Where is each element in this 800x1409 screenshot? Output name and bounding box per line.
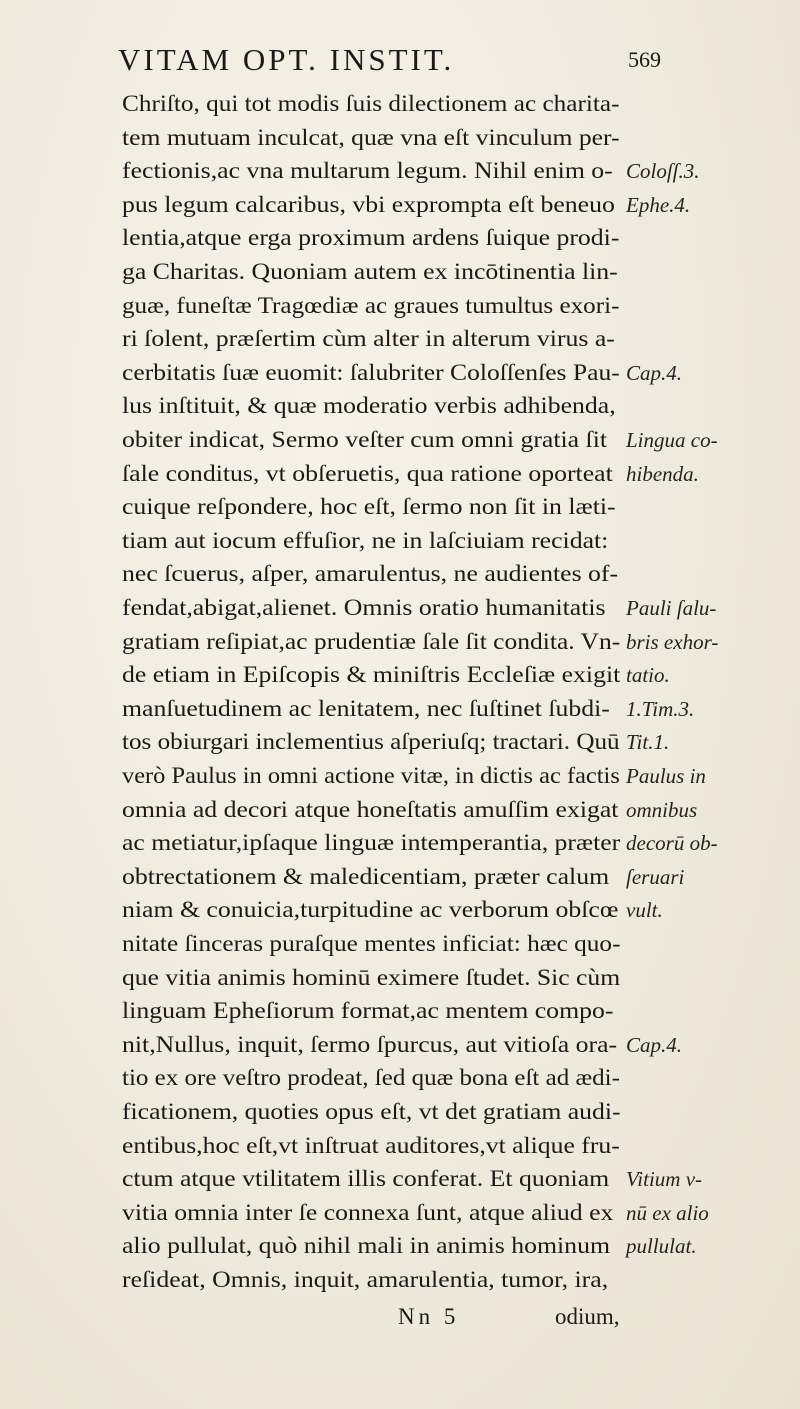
margin-note: bris exhor- [626,629,719,654]
text-line: Chriſto, qui tot modis ſuis dilectionem ac charita- [122,91,620,116]
text-line: guæ, funeſtæ Tragœdiæ ac graues tumultus exori- [122,292,620,318]
text-line: cerbitatis ſuæ euomit: ſalubriter Coloſſenſes Pau- [122,359,620,385]
page-number: 569 [628,47,661,72]
text-line: nit,Nullus, inquit, ſermo ſpurcus, aut vitioſa ora- [122,1031,618,1057]
text-line: ga Charitas. Quoniam autem ex incōtinentia lin- [122,259,618,284]
text-line: ri ſolent, præſertim cùm alter in alterum virus a- [122,326,615,352]
text-line: fendat,abigat,alienet. Omnis oratio humanitatis [122,595,606,620]
text-line: tiam aut iocum effuſior, ne in laſciuiam recidat: [122,527,609,553]
margin-note: Lingua co- [626,428,718,452]
text-line: vitia omnia inter ſe connexa ſunt, atque aliud ex [122,1199,614,1225]
margin-note: hibenda. [626,461,699,486]
margin-note: Pauli ſalu- [626,596,717,620]
running-title: VITAM OPT. INSTIT. [118,42,455,77]
margin-note: tatio. [626,663,670,688]
text-line: obtrectationem & maledicentiam, præter calum [122,863,610,889]
margin-note: Vitium v- [626,1167,703,1192]
text-line: verò Paulus in omni actione vitæ, in dictis ac factis [122,763,620,788]
margin-note: Ephe.4. [626,192,691,217]
text-line: linguam Epheſiorum format,ac mentem compo- [122,998,614,1024]
margin-note: Cap.4. [626,1032,683,1057]
text-line: cuique reſpondere, hoc eſt, ſermo non ſit in læti- [122,494,616,520]
page-footer [0,1304,800,1334]
catchword: odium, [555,1304,620,1329]
margin-note: vult. [626,898,663,923]
text-line: omnia ad decori atque honeſtatis amuſſim exigat [122,796,619,822]
margin-note: Cap.4. [626,360,683,385]
text-line: obiter indicat, Sermo veſter cum omni gratia ſit [122,427,608,452]
margin-note: pullulat. [626,1234,697,1259]
text-line: ctum atque vtilitatem illis conferat. Et quoniam [122,1166,610,1192]
margin-note: Tit.1. [626,730,670,755]
text-line: ſale conditus, vt obſeruetis, qua ratione oporteat [122,460,613,486]
text-line: niam & conuicia,turpitudine ac verborum obſcœ [122,897,619,923]
text-line: tem mutuam inculcat, quæ vna eſt vinculum per- [122,124,620,150]
text-line: reſideat, Omnis, inquit, amarulentia, tumor, ira, [122,1267,609,1292]
margin-note: nū ex alio [626,1200,709,1225]
text-line: fectionis,ac vna multarum legum. Nihil enim o- [122,158,613,184]
text-line: entibus,hoc eſt,vt inſtruat auditores,vt alique fru- [122,1132,620,1158]
text-line: nec ſcuerus, aſper, amarulentus, ne audientes of- [122,561,619,587]
margin-note: omnibus [626,797,698,822]
text-line: de etiam in Epiſcopis & miniſtris Eccleſiæ exigit [122,662,621,688]
margin-note: decorū ob- [626,831,718,856]
text-line: pus legum calcaribus, vbi exprompta eſt beneuo [122,191,615,217]
text-line: ac metiatur,ipſaque linguæ intemperantia, præter [122,830,621,856]
text-line: ficationem, quoties opus eſt, vt det gratiam audi- [122,1099,621,1124]
text-line: manſuetudinem ac lenitatem, nec ſuſtinet ſubdi- [122,695,610,721]
margin-note: Coloſſ.3. [626,159,700,184]
text-line: lus inſtituit, & quæ moderatio verbis adhibenda, [122,393,616,419]
text-line: tio ex ore veſtro prodeat, ſed quæ bona eſt ad ædi- [122,1065,620,1091]
text-line: tos obiurgari inclementius aſperiuſq; tractari. Quū [122,729,620,755]
margin-note: Paulus in [626,764,706,788]
text-line: alio pullulat, quò nihil mali in animis hominum [122,1233,610,1259]
signature-mark: Nn 5 [398,1304,460,1329]
margin-note: 1.Tim.3. [626,696,695,721]
text-line: nitate ſinceras puraſque mentes inficiat: hæc quo- [122,931,621,956]
text-line: que vitia animis hominū eximere ſtudet. Sic cùm [122,964,621,990]
margin-note: ſeruari [626,864,685,889]
text-line: lentia,atque erga proximum ardens ſuique prodi- [122,225,620,251]
text-line: gratiam reſipiat,ac prudentiæ ſale ſit condita. Vn- [122,628,621,654]
